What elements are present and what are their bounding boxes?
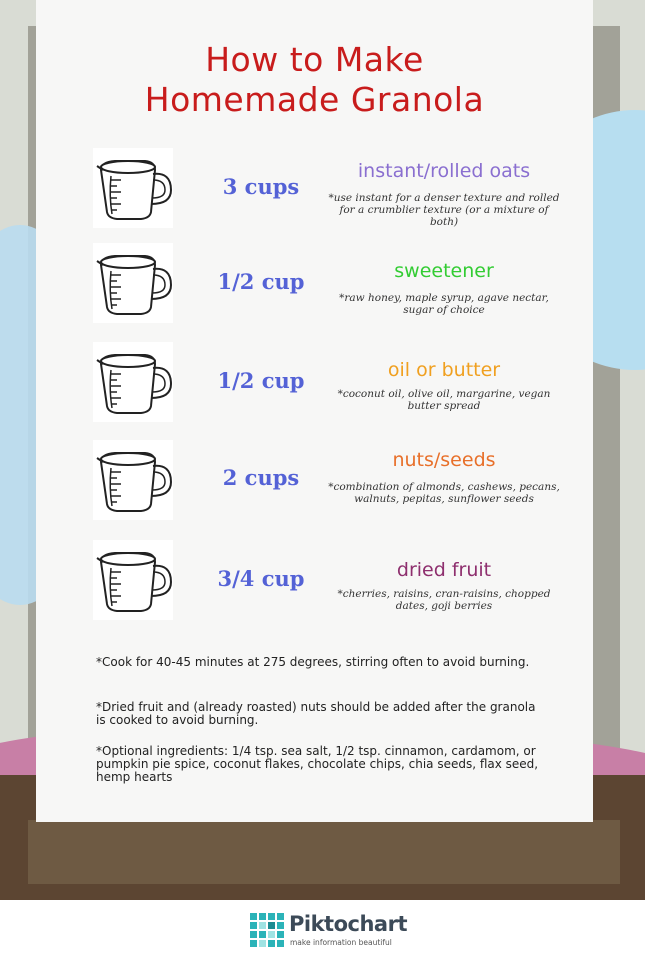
- ingredient-name: dried fruit: [396, 559, 492, 581]
- ingredient-name: nuts/seeds: [392, 449, 496, 471]
- ingredient-row: [36, 440, 593, 522]
- ingredient-row: [36, 148, 593, 230]
- ingredient-note: *coconut oil, olive oil, margarine, vegan butter spread: [337, 388, 551, 412]
- ingredient-note: *use instant for a denser texture and rolled for a crumblier texture (or a mixture of both): [328, 192, 560, 228]
- measuring-cup-icon: [93, 243, 173, 323]
- measuring-cup-icon: [93, 342, 173, 422]
- title-line-1: How to Make: [205, 40, 424, 79]
- ingredient-note: *cherries, raisins, cran-raisins, chopped dates, goji berries: [337, 588, 551, 612]
- brand-name[interactable]: Piktochart: [289, 912, 407, 936]
- measuring-cup-icon: [93, 148, 173, 228]
- measuring-cup-icon: [93, 540, 173, 620]
- ingredient-amount: 3 cups: [222, 174, 300, 199]
- piktochart-logo-icon[interactable]: [249, 912, 285, 948]
- timing-note: *Dried fruit and (already roasted) nuts should be added after the granola is cooked to avoid burning.: [96, 700, 536, 727]
- ingredient-amount: 2 cups: [222, 465, 300, 490]
- optional-ingredients-note: *Optional ingredients: 1/4 tsp. sea salt, 1/2 tsp. cinnamon, cardamom, or pumpkin pie spice, coconut flakes, chocolate chips, chia seeds, flax seed, hemp hearts: [96, 744, 539, 784]
- ingredient-row: [36, 243, 593, 325]
- ingredient-amount: 1/2 cup: [217, 269, 305, 294]
- measuring-cup-icon: [93, 440, 173, 520]
- ingredient-name: instant/rolled oats: [357, 160, 531, 182]
- ground-frame: [28, 820, 620, 884]
- ingredient-name: oil or butter: [387, 359, 501, 381]
- ingredient-note: *combination of almonds, cashews, pecans, walnuts, pepitas, sunflower seeds: [328, 481, 560, 505]
- brand-tagline: make information beautiful: [290, 938, 392, 947]
- ingredient-row: [36, 540, 593, 622]
- title-line-2: Homemade Granola: [144, 80, 485, 119]
- ingredient-amount: 3/4 cup: [217, 566, 305, 591]
- infographic-card: [36, 0, 593, 822]
- ingredient-name: sweetener: [394, 260, 494, 282]
- page-title: [36, 40, 593, 120]
- ingredient-amount: 1/2 cup: [217, 368, 305, 393]
- ingredient-row: [36, 342, 593, 424]
- ingredient-note: *raw honey, maple syrup, agave nectar, sugar of choice: [339, 292, 549, 316]
- cooking-note: *Cook for 40-45 minutes at 275 degrees, stirring often to avoid burning.: [96, 655, 530, 669]
